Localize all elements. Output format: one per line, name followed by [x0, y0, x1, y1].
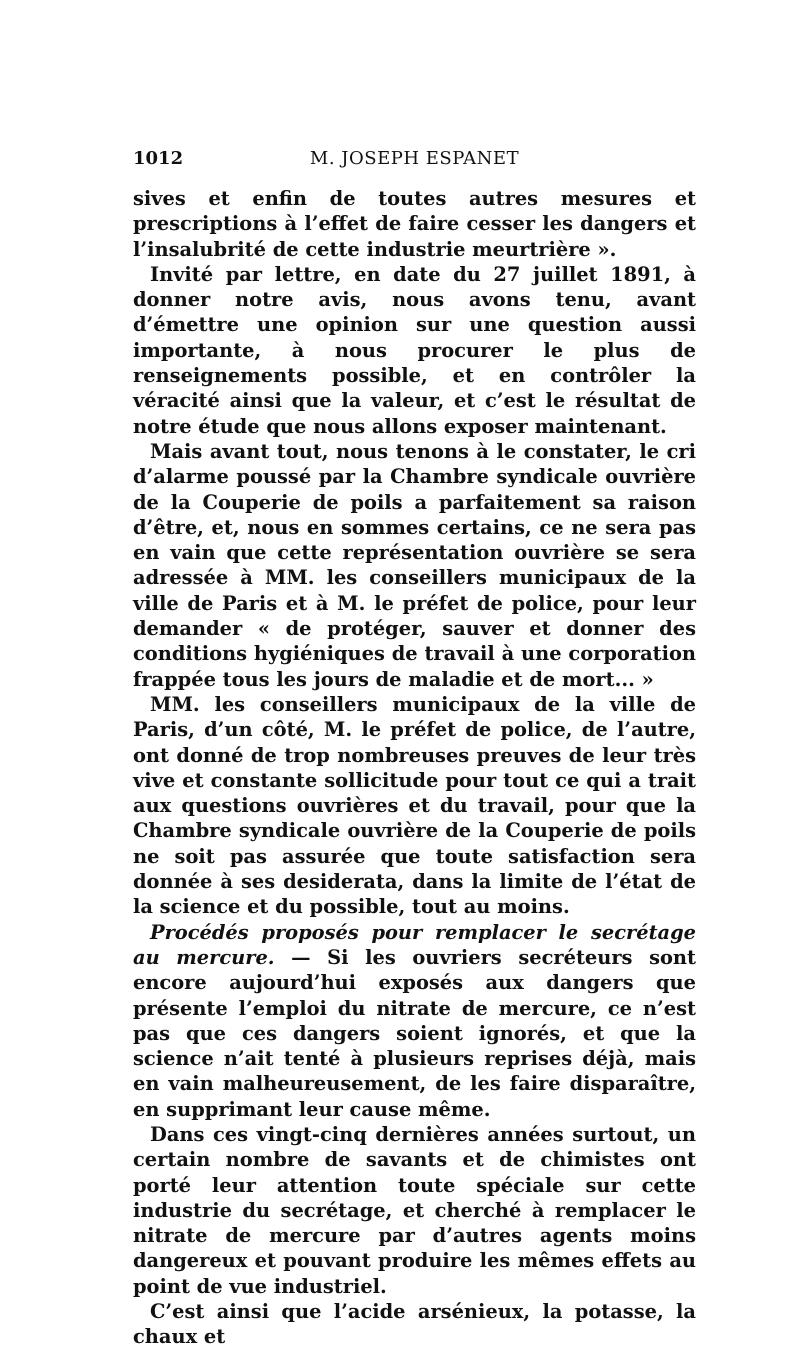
running-title: M. JOSEPH ESPANET — [309, 148, 520, 169]
paragraph: Dans ces vingt-cinq dernières années surtout, un certain nombre de savants et de chimistes ont porté leur attention toute spéciale sur cette industrie du secrétage, et cherché à remplacer le nitrate de mercure par d’autres agents moins dangereux et pouvant produire les mêmes effets au point de vue industriel. — [133, 1122, 696, 1298]
section-heading: Procédés proposés pour remplacer le secrétage au mercure. — [133, 920, 696, 969]
paragraph: Invité par lettre, en date du 27 juillet 1891, à donner notre avis, nous avons tenu, avant d’émettre une opinion sur une question aussi importante, à nous procurer le plus de renseignements possible, et en contrôler la véracité ainsi que la valeur, et c’est le résultat de notre étude que nous allons exposer maintenant. — [133, 262, 696, 438]
page-body — [133, 186, 696, 1350]
page-header — [133, 148, 696, 174]
section-paragraph — [133, 920, 696, 1122]
section-text: — Si les ouvriers secréteurs sont encore aujourd’hui exposés aux dangers que présente l’emploi du nitrate de mercure, ce n’est pas que ces dangers soient ignorés, et que la science n’ait tenté à plusieurs reprises déjà, mais en vain malheureusement, de les faire disparaître, en supprimant leur cause même. — [133, 945, 696, 1121]
paragraph: C’est ainsi que l’acide arsénieux, la potasse, la chaux et — [133, 1300, 696, 1349]
paragraph: MM. les conseillers municipaux de la ville de Paris, d’un côté, M. le préfet de police, de l’autre, ont donné de trop nombreuses preuves de leur très vive et constante sollicitude pour tout ce qui a trait aux questions ouvrières et du travail, pour que la Chambre syndicale ouvrière de la Couperie de poils ne soit pas assurée que toute satisfaction sera donnée à ses desiderata, dans la limite de l’état de la science et du possible, tout au moins. — [133, 692, 696, 919]
page-number: 1012 — [133, 148, 184, 169]
paragraph: Mais avant tout, nous tenons à le constater, le cri d’alarme poussé par la Chambre syndicale ouvrière de la Couperie de poils a parfaitement sa raison d’être, et, nous en sommes certains, ce ne sera pas en vain que cette représentation ouvrière se sera adressée à MM. les conseillers municipaux de la ville de Paris et à M. le préfet de police, pour leur demander « de protéger, sauver et donner des conditions hygiéniques de travail à une corporation frappée tous les jours de maladie et de mort... » — [133, 439, 696, 691]
paragraph: sives et enfin de toutes autres mesures et prescriptions à l’effet de faire cesser les dangers et l’insalubrité de cette industrie meurtrière ». — [133, 187, 696, 261]
